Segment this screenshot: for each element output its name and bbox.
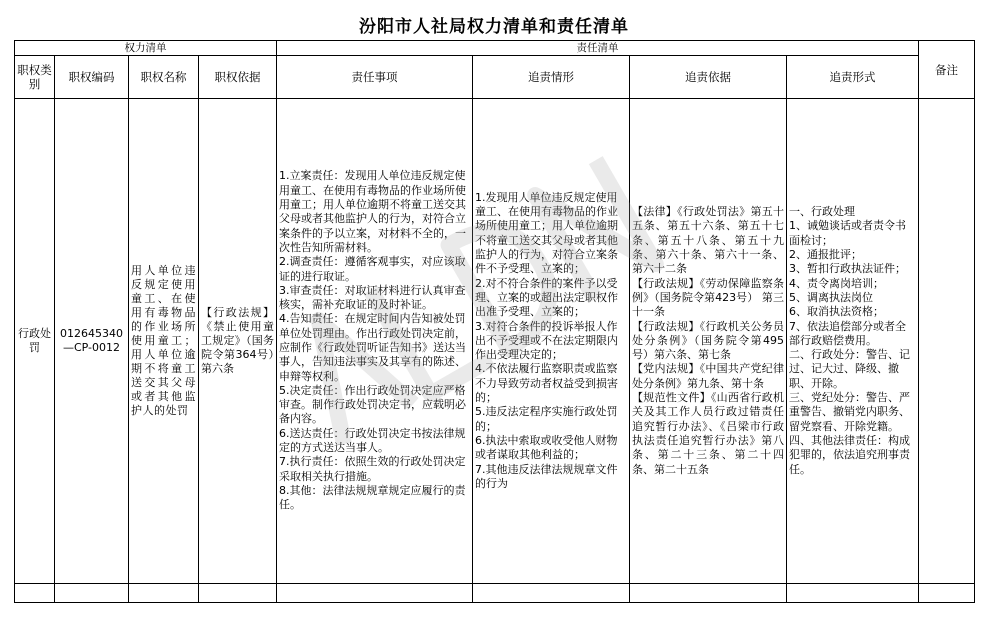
basis-item: 【法律】《行政处罚法》第五十五条、第五十六条、第五十七条、第五十八条、第五十九条、第六十条、第六十一条、第六十二条 <box>632 205 784 276</box>
empty-cell <box>15 584 55 603</box>
basis-item: 【行政法规】《行政机关公务员处分条例》（国务院令第495号）第六条、第七条 <box>632 319 784 362</box>
form-item: 1、诫勉谈话或者责令书面检讨； <box>789 219 906 247</box>
category-header: 职权类别 <box>15 56 55 99</box>
accountability-basis-header: 追责依据 <box>630 56 787 99</box>
duty-item: 2.调查责任：遵循客观事实，对应该取证的进行取证。 <box>279 255 466 283</box>
case-item: 2.对不符合条件的案件予以受理、立案的或超出法定职权作出准予受理、立案的； <box>475 276 618 319</box>
empty-cell <box>129 584 199 603</box>
document-title: 汾阳市人社局权力清单和责任清单 <box>359 17 629 37</box>
case-item: 4.不依法履行监察职责或监察不力导致劳动者权益受到损害的； <box>475 362 618 405</box>
name-cell: 用人单位违反规定使用童工、在使用有毒物品的作业场所使用童工；用人单位逾期不将童工送交其父母或者其他监护人的处罚 <box>129 99 199 584</box>
form-item: 5、调离执法岗位 <box>789 290 873 304</box>
duty-item: 8.其他：法律法规规章规定应履行的责任。 <box>279 483 466 512</box>
accountability-cases-header: 追责情形 <box>473 56 630 99</box>
accountability-basis-cell <box>630 99 787 584</box>
empty-cell <box>919 584 975 603</box>
remarks-header: 备注 <box>919 41 975 99</box>
duty-item: 1.立案责任：发现用人单位违反规定使用童工、在使用有毒物品的作业场所使用童工；用人单位逾期不将童工送交其父母或者其他监护人的行为，对符合立案条件的予以立案，对材料不全的，一次性告知所需材料。 <box>279 169 466 254</box>
case-item: 3.对符合条件的投诉举报人作出不予受理或不在法定期限内作出受理决定的； <box>475 319 618 362</box>
form-item: 二、行政处分：警告、记过、记大过、降级、撤职、开除。 <box>789 348 910 390</box>
accountability-cases-cell <box>473 99 630 584</box>
form-item: 7、依法追偿部分或者全部行政赔偿费用。 <box>789 319 906 347</box>
empty-cell <box>787 584 919 603</box>
form-item: 一、行政处理 <box>789 205 855 219</box>
duties-header: 责任事项 <box>277 56 473 99</box>
empty-cell <box>55 584 129 603</box>
basis-header: 职权依据 <box>199 56 277 99</box>
duty-item: 6.送达责任：行政处罚决定书按法律规定的方式送达当事人。 <box>279 426 466 455</box>
form-item: 2、通报批评； <box>789 248 862 262</box>
table-row <box>15 584 975 603</box>
category-cell: 行政处罚 <box>15 99 55 584</box>
accountability-forms-cell <box>787 99 919 584</box>
basis-item: 【行政法规】《劳动保障监察条例》（国务院令第423号） 第三十一条 <box>632 276 784 319</box>
empty-cell <box>473 584 630 603</box>
duty-item: 3.审查责任：对取证材料进行认真审查核实，需补充取证的及时补证。 <box>279 283 466 312</box>
document-sheet <box>14 14 974 606</box>
responsibility-list-group-header: 责任清单 <box>277 41 919 56</box>
power-list-group-header: 权力清单 <box>15 41 277 56</box>
basis-item: 【党内法规】《中国共产党纪律处分条例》第九条、第十条 <box>632 362 784 390</box>
case-item: 6.执法中索取或收受他人财物或者谋取其他利益的； <box>475 433 618 462</box>
case-item: 1.发现用人单位违反规定使用童工、在使用有毒物品的作业场所使用童工；用人单位逾期不将童工送交其父母或者其他监护人的行为，对符合立案条件不予受理、立案的； <box>475 190 618 276</box>
case-item: 7.其他违反法律法规规章文件的行为 <box>475 462 618 490</box>
form-item: 6、取消执法资格； <box>789 305 884 319</box>
case-item: 5.违反法定程序实施行政处罚的； <box>475 405 618 433</box>
empty-cell <box>630 584 787 603</box>
basis-cell: 【行政法规】《禁止使用童工规定》（国务院令第364号）第六条 <box>199 99 277 584</box>
accountability-forms-header: 追责形式 <box>787 56 919 99</box>
code-cell: 012645340—CP-0012 <box>55 99 129 584</box>
form-item: 四、其他法律责任：构成犯罪的，依法追究刑事责任。 <box>789 433 910 476</box>
form-item: 4、责令离岗培训； <box>789 276 884 290</box>
empty-cell <box>277 584 473 603</box>
form-item: 三、党纪处分：警告、严重警告、撤销党内职务、留党察看、开除党籍。 <box>789 391 910 433</box>
power-responsibility-table <box>14 40 975 603</box>
table-row <box>15 99 975 584</box>
code-header: 职权编码 <box>55 56 129 99</box>
name-header: 职权名称 <box>129 56 199 99</box>
duty-item: 5.决定责任：作出行政处罚决定应严格审查。制作行政处罚决定书，应载明必备内容。 <box>279 383 466 426</box>
duties-cell <box>277 99 473 584</box>
remarks-cell <box>919 99 975 584</box>
empty-cell <box>199 584 277 603</box>
basis-item: 【规范性文件】《山西省行政机关及其工作人员行政过错责任追究暂行办法》、《吕梁市行政执法责任追究暂行办法》第八条、第二十三条、第二十四条、第二十五条 <box>632 391 784 476</box>
form-item: 3、暂扣行政执法证件； <box>789 262 906 276</box>
duty-item: 7.执行责任：依照生效的行政处罚决定采取相关执行措施。 <box>279 455 466 483</box>
duty-item: 4.告知责任：在规定时间内告知被处罚单位处罚理由。作出行政处罚决定前，应制作《行政处罚听证告知书》送达当事人，告知违法事实及其享有的陈述、申辩等权利。 <box>279 312 466 383</box>
